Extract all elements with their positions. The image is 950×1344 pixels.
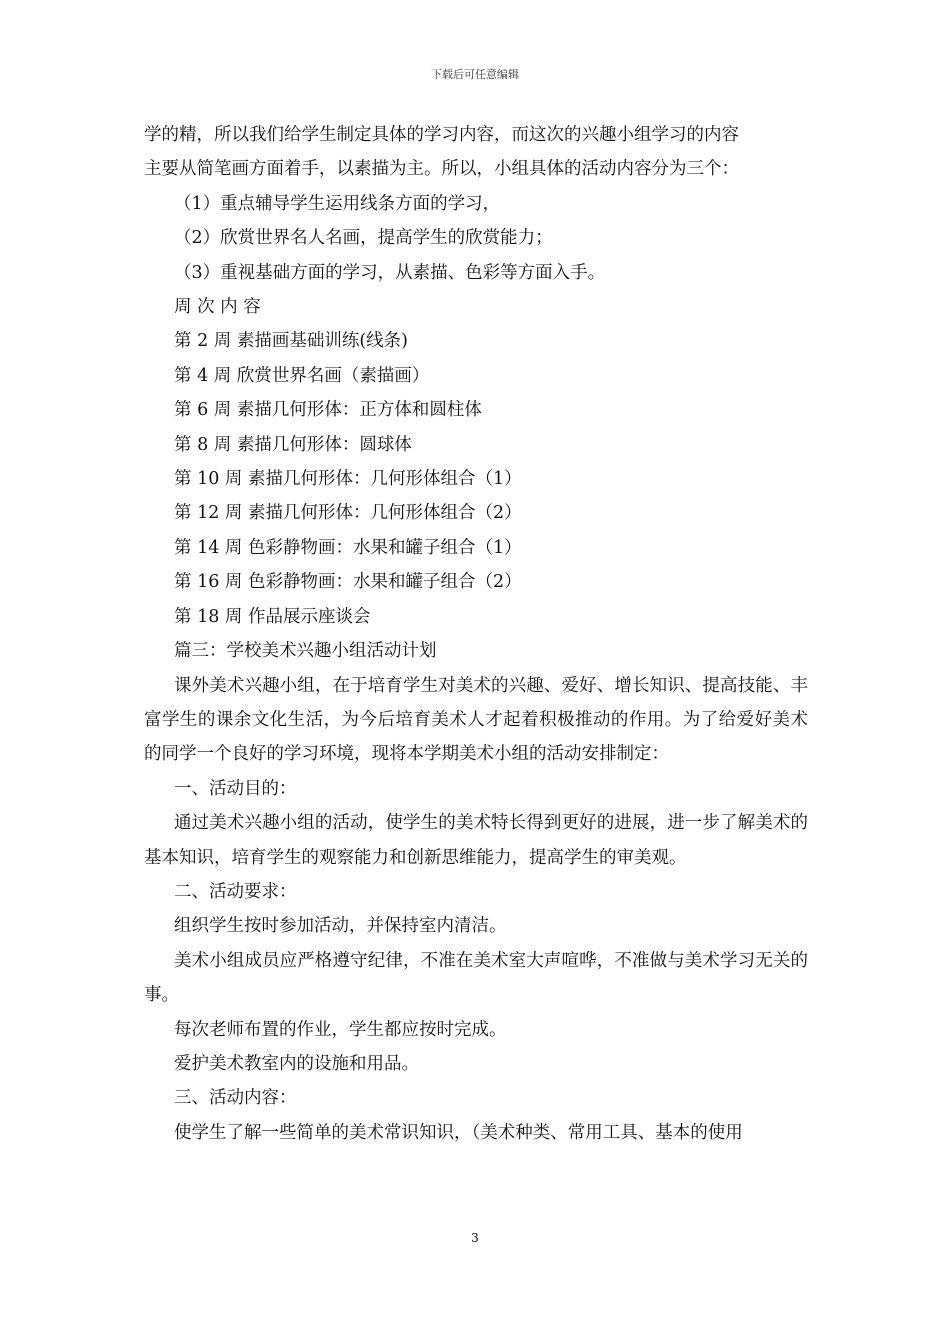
paragraph-line: 学的精，所以我们给学生制定具体的学习内容，而这次的兴趣小组学习的内容 bbox=[144, 125, 739, 145]
schedule-row: 第 10 周 素描几何形体：几何形体组合（1） bbox=[174, 469, 522, 490]
intro-paragraph: 课外美术兴趣小组，在于培育学生对美术的兴趣、爱好、增长知识、提高技能、丰富学生的课余文化生活，为今后培育美术人才起着积极推动的作用。为了给爱好美术的同学一个良好的学习环境，现将本学期美术小组的活动安排制定： bbox=[144, 675, 808, 765]
heading-content: 三、活动内容： bbox=[174, 1088, 297, 1109]
list-item: （2）欣赏世界名人名画，提高学生的欣赏能力； bbox=[174, 228, 553, 249]
schedule-row: 第 12 周 素描几何形体：几何形体组合（2） bbox=[174, 503, 522, 524]
page-number: 3 bbox=[471, 1231, 479, 1245]
heading-requirements: 二、活动要求： bbox=[174, 881, 297, 902]
schedule-row: 第 16 周 色彩静物画：水果和罐子组合（2） bbox=[174, 572, 522, 593]
schedule-row: 第 2 周 素描画基础训练(线条) bbox=[174, 331, 408, 352]
requirement-item: 爱护美术教室内的设施和用品。 bbox=[174, 1053, 419, 1074]
requirement-item: 美术小组成员应严格遵守纪律，不准在美术室大声喧哗，不准做与美术学习无关的事。 bbox=[144, 950, 808, 1006]
schedule-row: 第 14 周 色彩静物画：水果和罐子组合（1） bbox=[174, 537, 522, 558]
heading-purpose: 一、活动目的： bbox=[174, 778, 297, 799]
section-title: 篇三：学校美术兴趣小组活动计划 bbox=[174, 641, 437, 662]
list-item: （3）重视基础方面的学习，从素描、色彩等方面入手。 bbox=[174, 262, 606, 283]
schedule-row: 第 4 周 欣赏世界名画（素描画） bbox=[174, 365, 430, 386]
document-body bbox=[144, 118, 808, 1150]
paragraph-line: 主要从简笔画方面着手，以素描为主。所以，小组具体的活动内容分为三个： bbox=[144, 159, 739, 180]
page-header: 下载后可任意编辑 bbox=[431, 68, 519, 81]
content-paragraph-line: 使学生了解一些简单的美术常识知识，（美术种类、常用工具、基本的使用 bbox=[174, 1122, 743, 1143]
requirement-item: 组织学生按时参加活动，并保持室内清洁。 bbox=[174, 916, 507, 937]
requirement-item: 每次老师布置的作业，学生都应按时完成。 bbox=[174, 1019, 507, 1040]
schedule-header: 周 次 内 容 bbox=[174, 297, 261, 318]
list-item: （1）重点辅导学生运用线条方面的学习， bbox=[174, 193, 501, 214]
schedule-row: 第 18 周 作品展示座谈会 bbox=[174, 606, 371, 627]
schedule-row: 第 8 周 素描几何形体：圆球体 bbox=[174, 434, 412, 455]
schedule-row: 第 6 周 素描几何形体：正方体和圆柱体 bbox=[174, 400, 482, 421]
purpose-paragraph: 通过美术兴趣小组的活动，使学生的美术特长得到更好的进展，进一步了解美术的基本知识，培育学生的观察能力和创新思维能力，提高学生的审美观。 bbox=[144, 813, 808, 868]
